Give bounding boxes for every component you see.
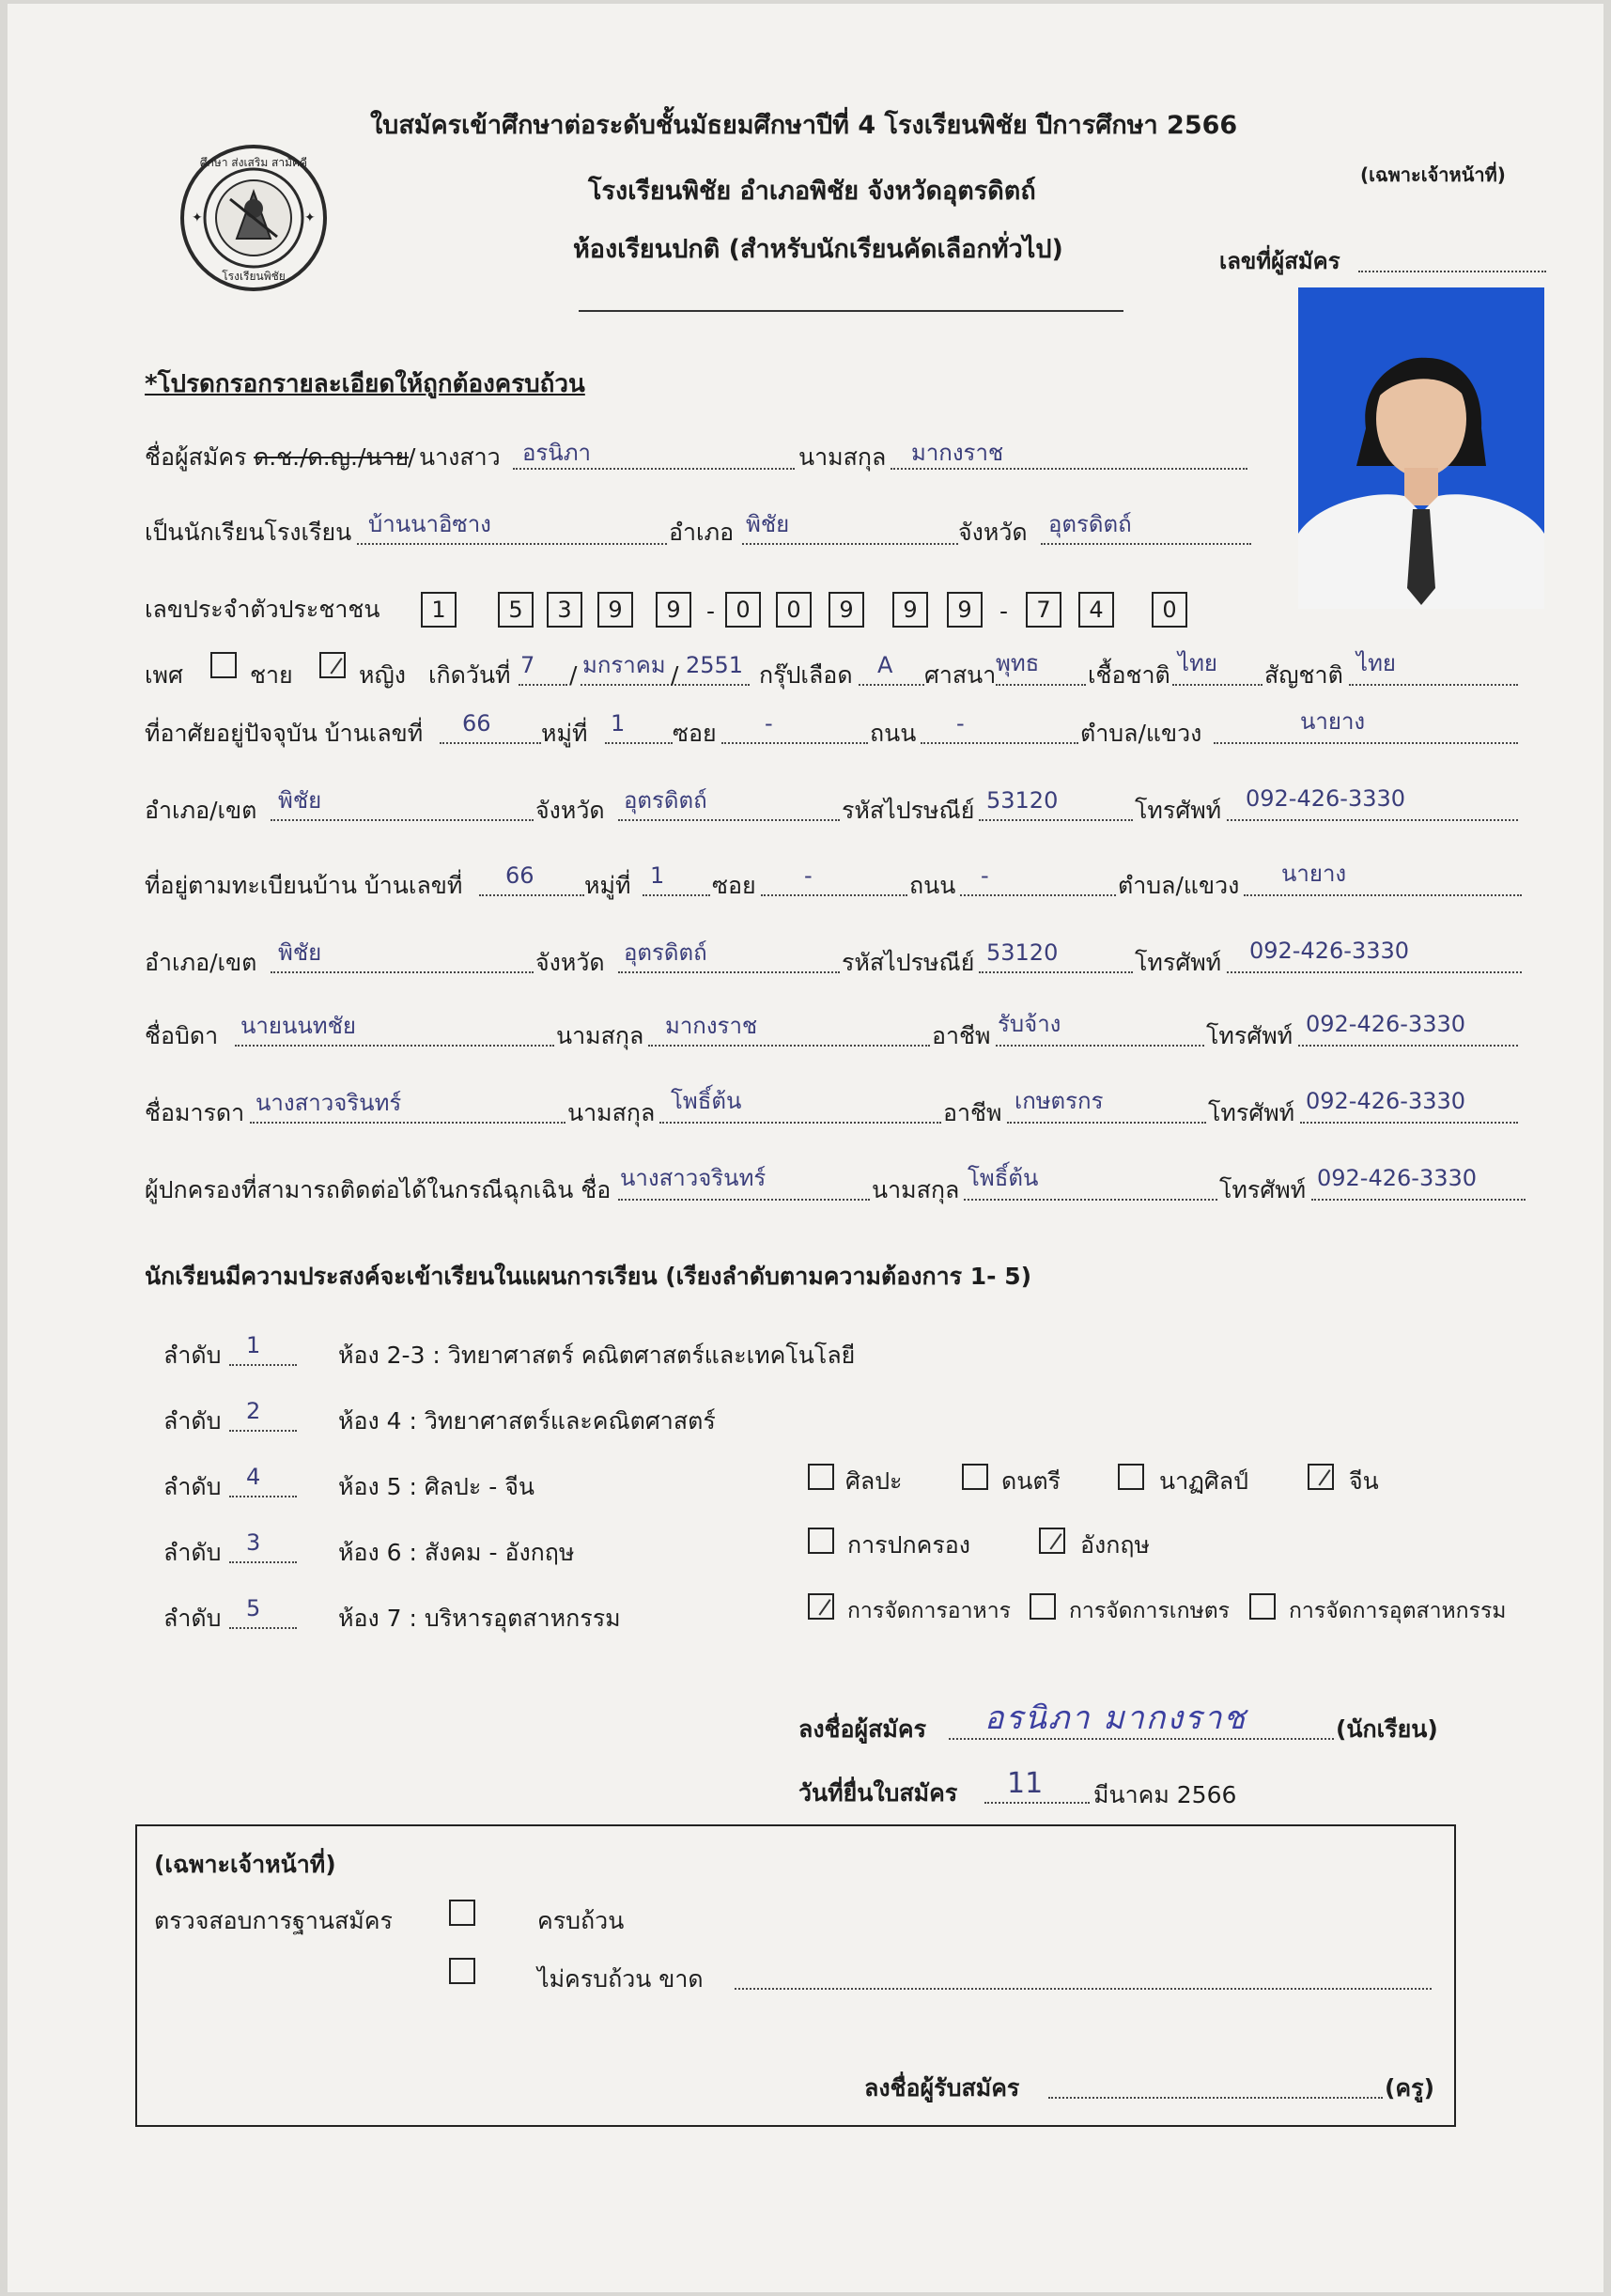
program-order-label: ลำดับ <box>163 1539 222 1566</box>
registered-district-value: พิชัย <box>278 939 322 966</box>
guardian-surname-label: นามสกุล <box>872 1176 960 1203</box>
mother-label: ชื่อมารดา <box>145 1099 245 1126</box>
registered-district-label: อำเภอ/เขต <box>145 949 257 976</box>
birth-sep-1: / <box>569 661 578 689</box>
id-digit[interactable]: 9 <box>656 592 691 628</box>
program-rank-field[interactable] <box>229 1364 297 1366</box>
id-digit[interactable]: 9 <box>892 592 928 628</box>
school-district-field[interactable] <box>742 543 958 545</box>
mother-name-value: นางสาวจรินทร์ <box>256 1090 402 1116</box>
program-order-label: ลำดับ <box>163 1342 222 1369</box>
staff-only-note: (เฉพาะเจ้าหน้าที่) <box>1360 163 1506 186</box>
current-province-label: จังหวัด <box>535 797 605 824</box>
form-subtitle-class: ห้องเรียนปกติ (สำหรับนักเรียนคัดเลือกทั่วไป) <box>573 235 1063 264</box>
option-chinese-checkbox[interactable] <box>1308 1464 1334 1490</box>
program-room-label: ห้อง 7 : บริหารอุตสาหกรรม <box>338 1605 621 1632</box>
surname-field[interactable] <box>891 468 1247 470</box>
mother-surname-value: โพธิ์ต้น <box>671 1088 742 1114</box>
birth-sep-2: / <box>671 661 679 689</box>
registered-province-label: จังหวัด <box>535 949 605 976</box>
birth-day-field[interactable] <box>519 684 567 686</box>
birth-year-value: 2551 <box>686 652 744 678</box>
current-district-label: อำเภอ/เขต <box>145 797 257 824</box>
father-job-field[interactable] <box>996 1045 1204 1047</box>
submit-day-value: 11 <box>1007 1767 1044 1800</box>
school-district-label: อำเภอ <box>669 519 735 546</box>
first-name-value: อรนิภา <box>522 440 592 466</box>
current-soi-label: ซอย <box>673 720 717 747</box>
signature-suffix: (นักเรียน) <box>1336 1715 1438 1743</box>
current-phone-field[interactable] <box>1227 819 1518 821</box>
religion-field[interactable] <box>996 684 1086 686</box>
receiver-signature-suffix: (ครู) <box>1385 2074 1435 2102</box>
birth-month-value: มกราคม <box>582 652 666 678</box>
mother-job-field[interactable] <box>1007 1122 1206 1124</box>
female-label: หญิง <box>359 661 406 689</box>
receiver-signature-label: ลงชื่อผู้รับสมัคร <box>864 2074 1020 2102</box>
first-name-field[interactable] <box>513 468 795 470</box>
id-digit[interactable]: 0 <box>725 592 761 628</box>
registered-zip-label: รหัสไปรษณีย์ <box>842 949 975 976</box>
current-subdistrict-field[interactable] <box>1214 742 1518 744</box>
option-agri-mgmt-checkbox[interactable] <box>1030 1593 1056 1620</box>
option-dance-checkbox[interactable] <box>1118 1464 1144 1490</box>
id-digit[interactable]: 9 <box>597 592 633 628</box>
registered-soi-label: ซอย <box>712 872 756 899</box>
registered-house-field[interactable] <box>479 894 584 896</box>
submit-date-label: วันที่ยื่นใบสมัคร <box>798 1779 958 1807</box>
current-moo-label: หมู่ที่ <box>541 720 588 747</box>
program-rank-field[interactable] <box>229 1496 297 1497</box>
father-job-label: อาชีพ <box>932 1022 991 1049</box>
option-agri-mgmt-label: การจัดการเกษตร <box>1069 1599 1231 1623</box>
father-job-value: รับจ้าง <box>998 1011 1061 1037</box>
current-moo-field[interactable] <box>605 742 673 744</box>
id-digit[interactable]: 9 <box>947 592 983 628</box>
registered-province-value: อุตรดิตถ์ <box>624 939 707 966</box>
birth-date-label: เกิดวันที่ <box>428 661 511 689</box>
id-digit[interactable]: 9 <box>829 592 864 628</box>
birth-day-value: 7 <box>520 652 535 678</box>
birth-month-field[interactable] <box>581 684 680 686</box>
male-label: ชาย <box>250 661 293 689</box>
submit-month-year: มีนาคม 2566 <box>1093 1781 1237 1808</box>
registered-moo-value: 1 <box>650 862 665 889</box>
complete-checkbox[interactable] <box>449 1900 475 1926</box>
male-checkbox[interactable] <box>210 652 237 678</box>
staff-section-title: (เฉพาะเจ้าหน้าที่) <box>154 1851 336 1878</box>
program-rank-value: 2 <box>246 1398 261 1424</box>
race-field[interactable] <box>1172 684 1262 686</box>
program-order-label: ลำดับ <box>163 1605 222 1632</box>
id-digit[interactable]: 0 <box>1152 592 1187 628</box>
title-struck: ด.ช./ด.ญ./นาย <box>254 443 410 471</box>
father-name-field[interactable] <box>235 1045 554 1047</box>
father-name-value: นายนนทชัย <box>240 1013 356 1039</box>
applicant-number-label: เลขที่ผู้สมัคร <box>1219 248 1340 274</box>
registered-zip-field[interactable] <box>979 971 1133 973</box>
female-checkbox[interactable] <box>319 652 346 678</box>
race-label: เชื้อชาติ <box>1088 661 1170 689</box>
blood-field[interactable] <box>859 684 924 686</box>
registered-moo-label: หมู่ที่ <box>584 872 631 899</box>
current-road-value: - <box>956 710 965 737</box>
applicant-number-field[interactable] <box>1358 271 1546 272</box>
surname-value: มากงราช <box>911 440 1004 466</box>
current-province-value: อุตรดิตถ์ <box>624 787 707 814</box>
blood-value: A <box>877 652 893 678</box>
program-order-label: ลำดับ <box>163 1473 222 1500</box>
current-district-field[interactable] <box>271 819 534 821</box>
current-house-field[interactable] <box>440 742 541 744</box>
guardian-surname-field[interactable] <box>964 1199 1217 1201</box>
program-rank-value: 4 <box>246 1464 261 1490</box>
incomplete-reason-field[interactable] <box>735 1988 1432 1990</box>
option-food-mgmt-label: การจัดการอาหาร <box>847 1599 1011 1623</box>
registered-moo-field[interactable] <box>643 894 710 896</box>
registered-subdistrict-value: นายาง <box>1281 861 1347 887</box>
registered-zip-value: 53120 <box>986 939 1059 966</box>
option-music-checkbox[interactable] <box>962 1464 988 1490</box>
option-art-label: ศิลปะ <box>845 1467 903 1495</box>
nationality-field[interactable] <box>1349 684 1518 686</box>
school-value: บ้านนาอิซาง <box>368 511 491 537</box>
id-digit[interactable]: 5 <box>498 592 534 628</box>
registered-province-field[interactable] <box>618 971 840 973</box>
signature-value: อรนิภา มากงราช <box>984 1699 1247 1737</box>
mother-job-value: เกษตรกร <box>1015 1088 1104 1114</box>
program-room-label: ห้อง 4 : วิทยาศาสตร์และคณิตศาสตร์ <box>338 1407 716 1435</box>
option-industry-mgmt-checkbox[interactable] <box>1249 1593 1276 1620</box>
registered-district-field[interactable] <box>271 971 534 973</box>
father-label: ชื่อบิดา <box>145 1022 219 1049</box>
mother-phone-value: 092-426-3330 <box>1306 1088 1466 1114</box>
option-food-mgmt-checkbox[interactable] <box>808 1593 834 1620</box>
current-phone-value: 092-426-3330 <box>1246 785 1406 812</box>
option-english-label: อังกฤษ <box>1080 1531 1150 1559</box>
current-house-value: 66 <box>462 710 491 737</box>
option-dance-label: นาฏศิลป์ <box>1159 1467 1248 1495</box>
father-phone-field[interactable] <box>1298 1045 1518 1047</box>
mother-phone-field[interactable] <box>1300 1122 1518 1124</box>
registered-soi-value: - <box>804 862 813 889</box>
applicant-name-label: ชื่อผู้สมัคร <box>145 443 247 471</box>
current-district-value: พิชัย <box>278 787 322 814</box>
registered-road-value: - <box>981 862 989 889</box>
incomplete-checkbox[interactable] <box>449 1958 475 1984</box>
current-road-label: ถนน <box>870 720 917 747</box>
instruction-text: *โปรดกรอกรายละเอียดให้ถูกต้องครบถ้วน <box>145 370 585 398</box>
guardian-surname-value: โพธิ์ต้น <box>968 1165 1039 1191</box>
program-room-label: ห้อง 5 : ศิลปะ - จีน <box>338 1473 535 1500</box>
mother-surname-field[interactable] <box>659 1122 941 1124</box>
current-zip-value: 53120 <box>986 787 1059 814</box>
nationality-value: ไทย <box>1356 650 1396 676</box>
logo-motto: ศึกษา ส่งเสริม สามัคคี <box>199 156 308 169</box>
option-chinese-label: จีน <box>1349 1467 1379 1495</box>
program-rank-value: 1 <box>246 1332 261 1358</box>
school-field[interactable] <box>357 543 667 545</box>
race-value: ไทย <box>1178 650 1217 676</box>
school-district-value: พิชัย <box>746 511 790 537</box>
registered-subdistrict-label: ตำบล/แขวง <box>1118 872 1240 899</box>
current-address-label: ที่อาศัยอยู่ปัจจุบัน บ้านเลขที่ <box>145 720 424 747</box>
current-soi-value: - <box>765 710 773 737</box>
title-underline <box>579 310 1123 312</box>
mother-name-field[interactable] <box>250 1122 565 1124</box>
national-id-label: เลขประจำตัวประชาชน <box>145 596 380 623</box>
mother-job-label: อาชีพ <box>943 1099 1002 1126</box>
staff-check-label: ตรวจสอบการฐานสมัคร <box>154 1907 393 1934</box>
nationality-label: สัญชาติ <box>1264 661 1343 689</box>
father-surname-label: นามสกุล <box>556 1022 644 1049</box>
program-order-label: ลำดับ <box>163 1407 222 1435</box>
current-province-field[interactable] <box>618 819 840 821</box>
school-logo <box>178 143 329 293</box>
id-digit[interactable]: 1 <box>421 592 457 628</box>
option-industry-mgmt-label: การจัดการอุตสาหกรรม <box>1289 1599 1507 1623</box>
registered-road-label: ถนน <box>909 872 956 899</box>
id-dash: - <box>706 597 716 625</box>
guardian-phone-label: โทรศัพท์ <box>1219 1176 1307 1203</box>
current-moo-value: 1 <box>611 710 626 737</box>
applicant-photo <box>1298 287 1544 609</box>
current-phone-label: โทรศัพท์ <box>1135 797 1222 824</box>
school-province-label: จังหวัด <box>958 519 1028 546</box>
registered-phone-label: โทรศัพท์ <box>1135 949 1222 976</box>
title-selected: นางสาว <box>419 443 501 471</box>
option-art-checkbox[interactable] <box>808 1464 834 1490</box>
current-zip-field[interactable] <box>979 819 1133 821</box>
option-music-label: ดนตรี <box>1001 1467 1061 1495</box>
submit-day-field[interactable] <box>984 1802 1090 1804</box>
program-rank-value: 5 <box>246 1595 261 1621</box>
registered-address-label: ที่อยู่ตามทะเบียนบ้าน บ้านเลขที่ <box>145 872 463 899</box>
logo-school-name: โรงเรียนพิชัย <box>222 270 286 283</box>
complete-label: ครบถ้วน <box>537 1907 625 1934</box>
option-government-checkbox[interactable] <box>808 1528 834 1554</box>
signature-field[interactable] <box>949 1738 1334 1740</box>
application-form-paper <box>8 4 1603 2292</box>
registered-house-value: 66 <box>505 862 534 889</box>
father-surname-field[interactable] <box>648 1045 930 1047</box>
current-road-field[interactable] <box>921 742 1078 744</box>
option-government-label: การปกครอง <box>847 1531 970 1559</box>
father-phone-label: โทรศัพท์ <box>1206 1022 1293 1049</box>
incomplete-label: ไม่ครบถ้วน ขาด <box>537 1965 704 1993</box>
option-english-checkbox[interactable] <box>1039 1528 1065 1554</box>
guardian-phone-value: 092-426-3330 <box>1317 1165 1478 1191</box>
program-room-label: ห้อง 2-3 : วิทยาศาสตร์ คณิตศาสตร์และเทคโนโลยี <box>338 1342 856 1369</box>
registered-subdistrict-field[interactable] <box>1244 894 1522 896</box>
program-rank-field[interactable] <box>229 1627 297 1629</box>
birth-year-field[interactable] <box>682 684 750 686</box>
father-phone-value: 092-426-3330 <box>1306 1011 1466 1037</box>
registered-soi-field[interactable] <box>761 894 907 896</box>
id-digit[interactable]: 0 <box>776 592 812 628</box>
guardian-name-value: นางสาวจรินทร์ <box>620 1165 767 1191</box>
school-label: เป็นนักเรียนโรงเรียน <box>145 519 352 546</box>
current-subdistrict-label: ตำบล/แขวง <box>1080 720 1202 747</box>
form-subtitle-school: โรงเรียนพิชัย อำเภอพิชัย จังหวัดอุตรดิตถ์ <box>588 177 1036 206</box>
receiver-signature-field[interactable] <box>1048 2097 1383 2099</box>
school-province-field[interactable] <box>1041 543 1251 545</box>
current-subdistrict-value: นายาง <box>1300 708 1366 735</box>
signature-label: ลงชื่อผู้สมัคร <box>798 1715 927 1743</box>
program-room-label: ห้อง 6 : สังคม - อังกฤษ <box>338 1539 575 1566</box>
registered-phone-value: 092-426-3330 <box>1249 938 1410 964</box>
guardian-phone-field[interactable] <box>1311 1199 1526 1201</box>
program-rank-value: 3 <box>246 1529 261 1556</box>
svg-text:✦: ✦ <box>192 210 203 225</box>
current-soi-field[interactable] <box>721 742 868 744</box>
father-surname-value: มากงราช <box>665 1013 758 1039</box>
form-title: ใบสมัครเข้าศึกษาต่อระดับชั้นมัธยมศึกษาปีที่ 4 โรงเรียนพิชัย ปีการศึกษา 2566 <box>370 111 1238 140</box>
id-digit[interactable]: 7 <box>1026 592 1061 628</box>
blood-label: กรุ๊ปเลือด <box>759 661 853 689</box>
current-zip-label: รหัสไปรษณีย์ <box>842 797 975 824</box>
school-province-value: อุตรดิตถ์ <box>1048 511 1132 537</box>
title-separator: / <box>408 443 416 471</box>
id-digit[interactable]: 4 <box>1078 592 1114 628</box>
registered-road-field[interactable] <box>960 894 1116 896</box>
program-rank-field[interactable] <box>229 1561 297 1563</box>
mother-surname-label: นามสกุล <box>567 1099 656 1126</box>
mother-phone-label: โทรศัพท์ <box>1208 1099 1295 1126</box>
program-rank-field[interactable] <box>229 1430 297 1432</box>
surname-label: นามสกุล <box>798 443 887 471</box>
guardian-name-field[interactable] <box>618 1199 870 1201</box>
program-heading: นักเรียนมีความประสงค์จะเข้าเรียนในแผนการเรียน (เรียงลำดับตามความต้องการ 1- 5) <box>145 1263 1032 1290</box>
religion-value: พุทธ <box>996 650 1040 676</box>
sex-label: เพศ <box>145 661 183 689</box>
id-digit[interactable]: 3 <box>547 592 582 628</box>
guardian-label: ผู้ปกครองที่สามารถติดต่อได้ในกรณีฉุกเฉิน ชื่อ <box>145 1176 612 1203</box>
svg-text:✦: ✦ <box>304 210 316 225</box>
religion-label: ศาสนา <box>924 661 997 689</box>
id-dash: - <box>999 597 1009 625</box>
registered-phone-field[interactable] <box>1227 971 1522 973</box>
